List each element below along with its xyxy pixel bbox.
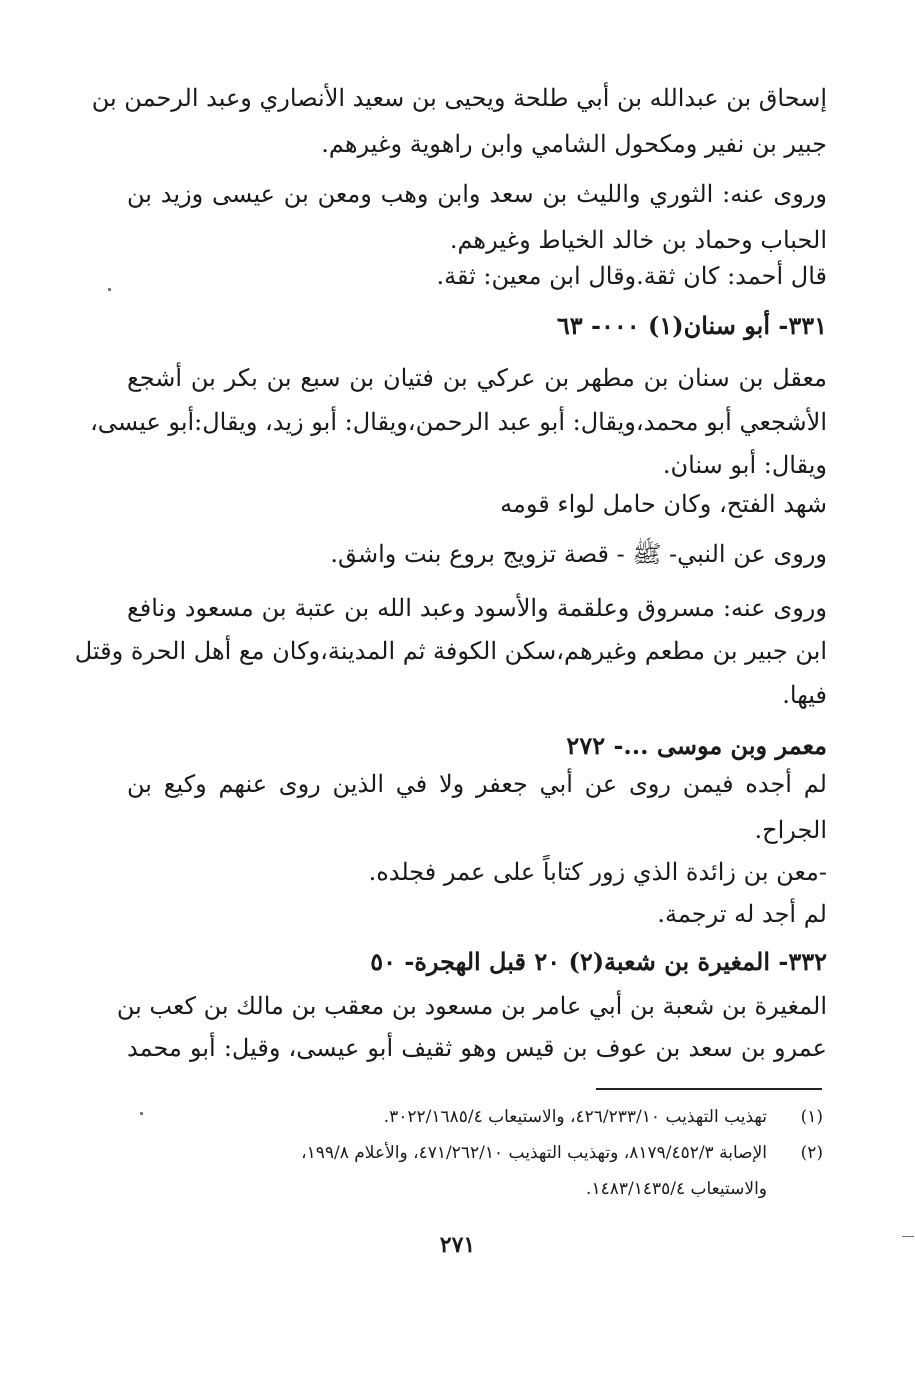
text-line: معقل بن سنان بن مطهر بن عركي بن فتيان بن سبع بن بكر بن أشجع bbox=[127, 364, 827, 392]
scan-speck bbox=[108, 288, 111, 291]
text-line: قال أحمد: كان ثقة.وقال ابن معين: ثقة. bbox=[436, 262, 827, 290]
entry-heading-mamar: معمر وبن موسى ...- ٢٧٢ bbox=[566, 731, 827, 760]
footnote-text: تهذيب التهذيب ٤٢٦/٢٣٣/١٠، والاستيعاب ٣٠٢٢/١٦٨٥/٤. bbox=[383, 1107, 767, 1127]
text-line: وروى عنه: مسروق وعلقمة والأسود وعبد الله بن عتبة بن مسعود ونافع bbox=[127, 594, 827, 622]
text-line: ابن جبير بن مطعم وغيرهم،سكن الكوفة ثم المدينة،وكان مع أهل الحرة وقتل bbox=[74, 637, 827, 665]
entry-heading-332: ٣٣٢- المغيرة بن شعبة(٢) ٢٠ قبل الهجرة- ٥٠ bbox=[370, 947, 827, 976]
text-line: الجراح. bbox=[754, 816, 827, 844]
text-line: وروى عن النبي- ﷺ - قصة تزويج بروع بنت واشق. bbox=[330, 540, 827, 568]
text-line: شهد الفتح، وكان حامل لواء قومه bbox=[500, 490, 827, 518]
text-line: عمرو بن سعد بن عوف بن قيس وهو ثقيف أبو عيسى، وقيل: أبو محمد bbox=[127, 1034, 827, 1062]
text-line: وروى عنه: الثوري والليث بن سعد وابن وهب ومعن بن عيسى وزيد بن bbox=[127, 180, 827, 208]
text-line: -معن بن زائدة الذي زور كتاباً على عمر فجلده. bbox=[368, 858, 827, 886]
text-line: لم أجد له ترجمة. bbox=[657, 900, 827, 928]
footnote-number: (١) bbox=[800, 1107, 823, 1127]
text-line: الأشجعي أبو محمد،ويقال: أبو عبد الرحمن،ويقال: أبو زيد، ويقال:أبو عيسى، bbox=[90, 408, 827, 436]
text-line: فيها. bbox=[782, 681, 827, 709]
scan-speck bbox=[140, 1112, 143, 1115]
text-line: الحباب وحماد بن خالد الخياط وغيرهم. bbox=[449, 226, 827, 254]
footnote-text: والاستيعاب ١٤٨٣/١٤٣٥/٤. bbox=[586, 1179, 767, 1199]
footnote-separator bbox=[596, 1088, 822, 1090]
text-line: إسحاق بن عبدالله بن أبي طلحة ويحيى بن سعيد الأنصاري وعبد الرحمن بن bbox=[91, 84, 827, 112]
scan-speck bbox=[902, 1236, 914, 1237]
text-line: لم أجده فيمن روى عن أبي جعفر ولا في الذين روى عنهم وكيع بن bbox=[127, 770, 827, 798]
footnote-number: (٢) bbox=[800, 1143, 823, 1163]
text-line: ويقال: أبو سنان. bbox=[662, 451, 827, 479]
text-line: جبير بن نفير ومكحول الشامي وابن راهوية وغيرهم. bbox=[321, 130, 827, 158]
page-number: ٢٧١ bbox=[439, 1232, 476, 1258]
text-line: المغيرة بن شعبة بن أبي عامر بن مسعود بن معقب بن مالك بن كعب بن bbox=[116, 992, 827, 1020]
footnote-text: الإصابة ٨١٧٩/٤٥٢/٣، وتهذيب التهذيب ٤٧١/٢٦٢/١٠، والأعلام ١٩٩/٨، bbox=[301, 1143, 767, 1163]
entry-heading-331: ٣٣١- أبو سنان(١) ٠٠٠- ٦٣ bbox=[556, 311, 827, 340]
